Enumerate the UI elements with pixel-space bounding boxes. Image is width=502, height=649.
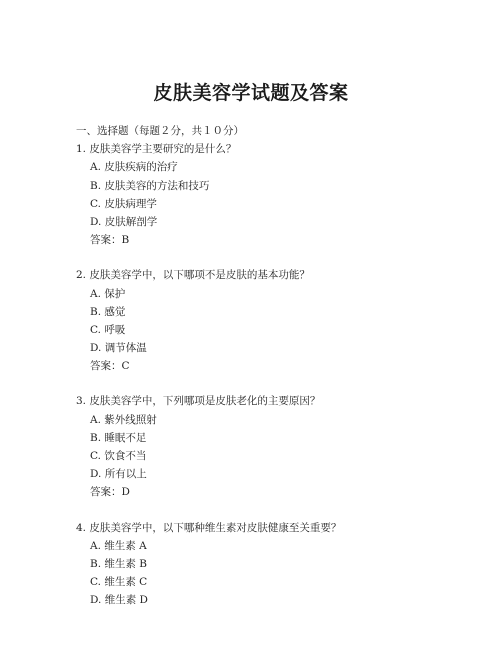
option-d: D. 所有以上 [90,468,147,481]
option-a: A. 紫外线照射 [90,413,157,426]
option-b: B. 睡眠不足 [90,431,147,444]
document-body [76,122,476,610]
option-c: C. 维生素 C [90,576,148,589]
option-d: D. 维生素 D [90,594,148,607]
section-heading: 一、选择题（每题２分，共１０分） [76,125,244,137]
option-a: A. 保护 [90,287,126,300]
question-block [76,266,476,375]
option-d: D. 调节体温 [90,342,147,355]
option-d: D. 皮肤解剖学 [90,215,158,228]
answer-line: 答案：C [90,360,130,373]
answer-line: 答案：B [90,234,130,247]
option-a: A. 皮肤疾病的治疗 [90,161,178,174]
question-block [76,140,476,249]
spacer [76,375,476,392]
spacer [76,502,476,519]
document-title: 皮肤美容学试题及答案 [153,82,349,104]
option-c: C. 皮肤病理学 [90,197,157,210]
question-block [76,519,476,610]
option-b: B. 感觉 [90,305,126,318]
answer-line: 答案：D [90,486,130,499]
option-b: B. 维生素 B [90,557,147,570]
option-a: A. 维生素 A [90,539,147,552]
question-block [76,392,476,501]
spacer [76,249,476,266]
option-c: C. 饮食不当 [90,450,147,462]
question-stem: 2. 皮肤美容学中，以下哪项不是皮肤的基本功能？ [76,269,310,282]
option-b: B. 皮肤美容的方法和技巧 [90,179,210,192]
question-stem: 1. 皮肤美容学主要研究的是什么？ [76,143,237,156]
option-c: C. 呼吸 [90,323,126,336]
question-stem: 3. 皮肤美容学中，下列哪项是皮肤老化的主要原因？ [76,395,321,408]
question-stem: 4. 皮肤美容学中，以下哪种维生素对皮肤健康至关重要？ [76,521,342,534]
